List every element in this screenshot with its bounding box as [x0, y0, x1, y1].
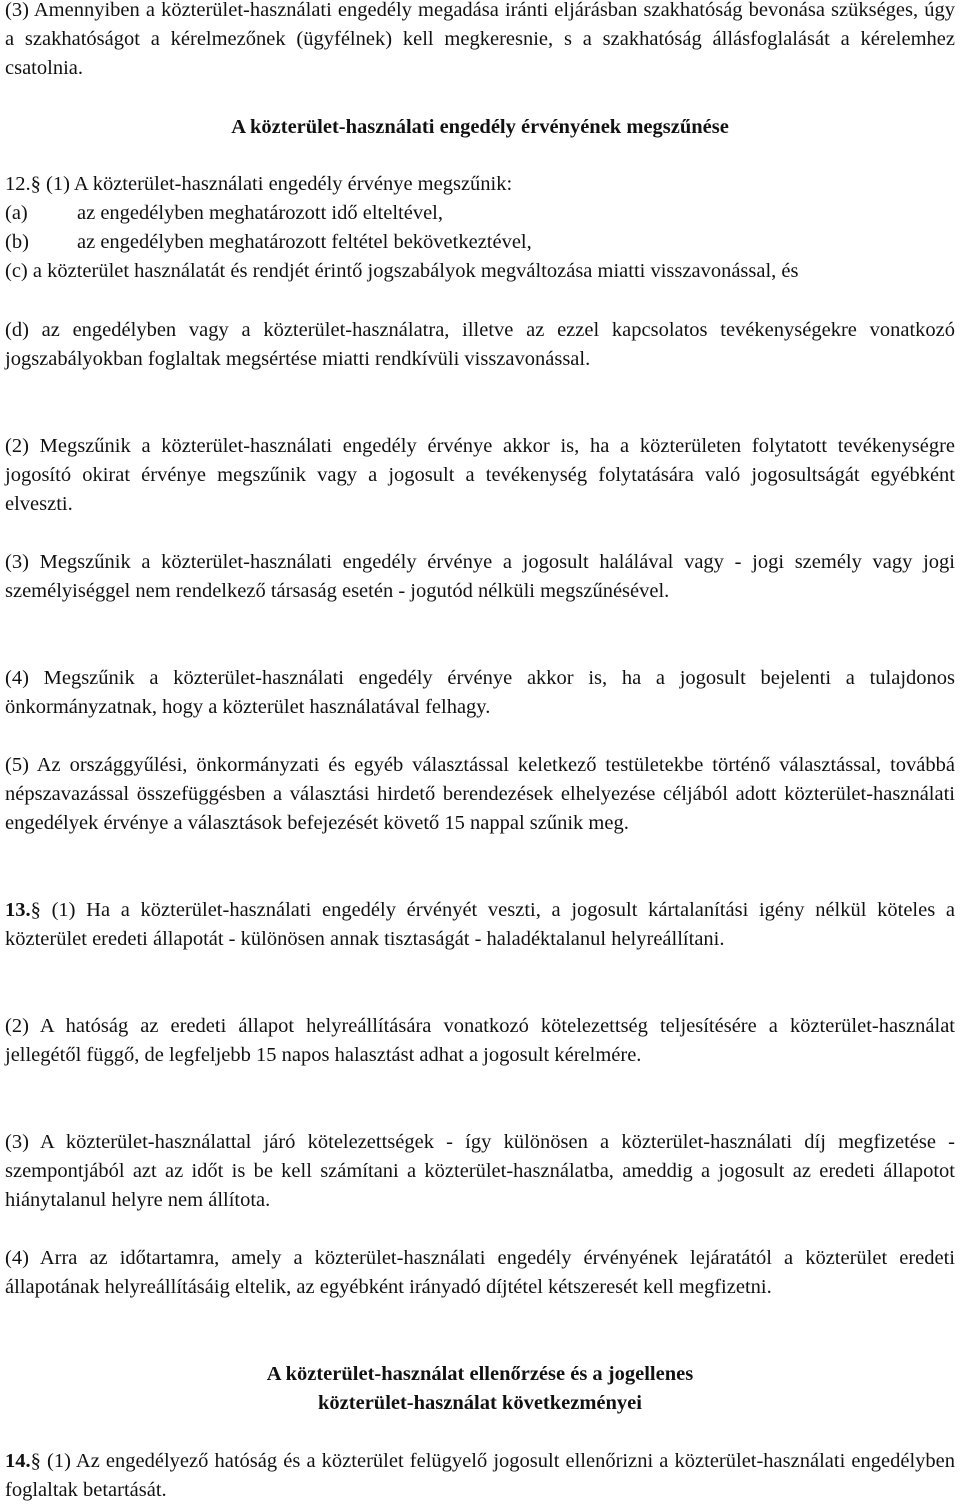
list-item-c: (c) a közterület használatát és rendjét érintő jogszabályok megváltozása miatti visszavonással, és — [5, 260, 799, 282]
section-heading-expiry: A közterület-használati engedély érvényének megszűnése — [231, 116, 729, 138]
list-item-a-label: (a) — [5, 202, 28, 224]
section-14-number: 14. — [5, 1450, 31, 1472]
section-12-number: 12. — [5, 173, 31, 195]
section-13-paragraph-1-text: (1) Ha a közterület-használati engedély érvényét veszti, a jogosult kártalanítási igény nélkül köteles a közterület eredeti állapotát - különösen annak tisztaságát - haladéktalanul helyreállítani. — [5, 899, 955, 950]
list-item-a — [5, 199, 955, 228]
list-item-b-text: az engedélyben meghatározott feltétel bekövetkeztével, — [77, 231, 532, 253]
list-item-b — [5, 228, 955, 257]
section-13-symbol: § — [30, 899, 41, 921]
section-13-number: 13. — [5, 899, 31, 921]
list-item-d: (d) az engedélyben vagy a közterület-használatra, illetve az ezzel kapcsolatos tevékenységekre vonatkozó jogszabályokban foglaltak megsértése miatti rendkívüli visszavonással. — [5, 319, 955, 370]
section-12-lead-text: (1) A közterület-használati engedély érvénye megszűnik: — [40, 173, 513, 195]
section-13-paragraph-4: (4) Arra az időtartamra, amely a közterület-használati engedély érvényének lejáratától a közterület eredeti állapotának helyreállításáig eltelik, az egyébként irányadó díjtétel kétszeresét kell megfizetni. — [5, 1247, 955, 1298]
section-13-paragraph-3: (3) A közterület-használattal járó kötelezettségek - így különösen a közterület-használati díj megfizetése - szempontjából azt az időt is be kell számítani a közterület-használatba, ameddig a jogosult az eredeti állapotot hiánytalanul helyre nem állítota. — [5, 1131, 955, 1211]
section-12-paragraph-2: (2) Megszűnik a közterület-használati engedély érvénye akkor is, ha a közterületen folytatott tevékenységre jogosító okirat érvénye megszűnik vagy a jogosult a tevékenység folytatására való jogosultságát egyébként elveszti. — [5, 435, 955, 515]
section-14-paragraph-1-text: (1) Az engedélyező hatóság és a közterület felügyelő jogosult ellenőrizni a közterület-használati engedélyben foglaltak betartását. — [5, 1450, 955, 1501]
section-12-paragraph-5: (5) Az országgyűlési, önkormányzati és egyéb választással keletkező testületekbe történő választással, továbbá népszavazással összefüggésben a választási hirdető berendezések elhelyezése céljából adott közterület-használati engedélyek érvénye a választások befejezését követő 15 nappal szűnik meg. — [5, 754, 955, 834]
paragraph-3-intro: (3) Amennyiben a közterület-használati engedély megadása iránti eljárásban szakhatóság bevonása szükséges, úgy a szakhatóságot a kérelmezőnek (ügyfélnek) kell megkeresnie, s a szakhatóság állásfoglalását a kérelemhez csatolnia. — [5, 0, 955, 79]
list-item-b-label: (b) — [5, 231, 29, 253]
section-12-paragraph-3: (3) Megszűnik a közterület-használati engedély érvénye a jogosult halálával vagy - jogi személy vagy jogi személyiséggel nem rendelkező társaság esetén - jogutód nélküli megszűnésével. — [5, 551, 955, 602]
list-item-a-text: az engedélyben meghatározott idő elteltével, — [77, 202, 443, 224]
section-12-paragraph-1 — [5, 170, 955, 199]
section-heading-control-line-1: A közterület-használat ellenőrzése és a jogellenes — [266, 1363, 694, 1385]
section-12-paragraph-4: (4) Megszűnik a közterület-használati engedély érvénye akkor is, ha a jogosult bejelenti a tulajdonos önkormányzatnak, hogy a közterület használatával felhagy. — [5, 667, 955, 718]
section-14-symbol: § — [30, 1450, 41, 1472]
section-heading-control-line-2: közterület-használat következményei — [318, 1392, 642, 1414]
section-13-paragraph-1 — [5, 896, 955, 954]
section-12-symbol: § — [30, 173, 41, 195]
section-13-paragraph-2: (2) A hatóság az eredeti állapot helyreállítására vonatkozó kötelezettség teljesítésére a közterület-használat jellegétől függő, de legfeljebb 15 napos halasztást adhat a jogosult kérelmére. — [5, 1015, 955, 1066]
section-14-paragraph-1 — [5, 1447, 955, 1505]
